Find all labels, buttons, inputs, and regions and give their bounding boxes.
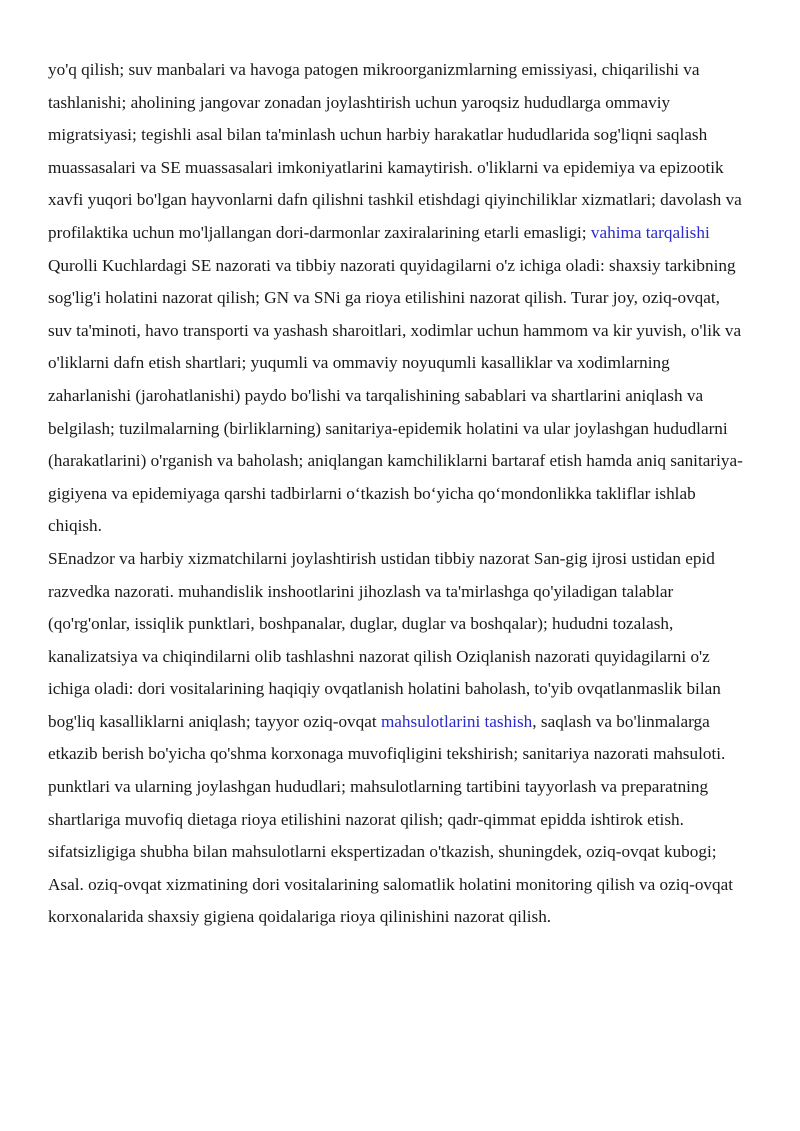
paragraph-3-text-end: , saqlash va bo'linmalarga etkazib berish bo'yicha qo'shma korxonaga muvofiqligini tekshirish; sanitariya nazorati mahsuloti. punktlari va ularning joylashgan hududlari; mahsulotlarning tartibini tayyorlash va preparatning shartlariga muvofiq dietaga rioya etilishini nazorat qilish; qadr-qimmat epidda ishtirok etish. sifatsizligiga shubha bilan mahsulotlarni ekspertizadan o'tkazish, shuningdek, oziq-ovqat kubogi; Asal. oziq-ovqat xizmatining dori vositalarining salomatlik holatini monitoring qilish va oziq-ovqat korxonalarida shaxsiy gigiena qoidalariga rioya qilinishini nazorat qilish. [48, 711, 733, 927]
paragraph-3 [48, 543, 748, 934]
document-body [48, 54, 748, 934]
paragraph-2-text: Qurolli Kuchlardagi SE nazorati va tibbiy nazorati quyidagilarni o'z ichiga oladi: shaxsiy tarkibning sog'lig'i holatini nazorat qilish; GN va SNi ga rioya etilishini nazorat qilish. Turar joy, oziq-ovqat, suv ta'minoti, havo transporti va yashash sharoitlari, xodimlar uchun hammom va kir yuvish, o'lik va o'liklarni dafn etish shartlari; yuqumli va ommaviy noyuqumli kasalliklar va xodimlarning zaharlanishi (jarohatlanishi) paydo bo'lishi va tarqalishining sabablari va shartlarini aniqlash va belgilash; tuzilmalarning (birliklarning) sanitariya-epidemik holatini va ular joylashgan hududlarni (harakatlarini) o'rganish va baholash; aniqlangan kamchiliklarni bartaraf etish hamda aniq sanitariya-gigiyena va epidemiyaga qarshi tadbirlarni oʻtkazish boʻyicha qoʻmondonlikka takliflar ishlab chiqish. [48, 255, 743, 536]
paragraph-2 [48, 250, 748, 543]
link-vahima-tarqalishi[interactable]: vahima tarqalishi [590, 222, 710, 242]
link-mahsulotlarini-tashish[interactable]: mahsulotlarini tashish [380, 711, 533, 731]
paragraph-3-text-start: SEnadzor va harbiy xizmatchilarni joylashtirish ustidan tibbiy nazorat San-gig ijrosi ustidan epid razvedka nazorati. muhandislik inshootlarini jihozlash va ta'mirlashga qo'yiladigan talablar (qo'rg'onlar, issiqlik punktlari, boshpanalar, duglar, duglar va boshqalar); hududni tozalash, kanalizatsiya va chiqindilarni olib tashlashni nazorat qilish Oziqlanish nazorati quyidagilarni o'z ichiga oladi: dori vositalarining haqiqiy ovqatlanish holatini baholash, to'yib ovqatlanmaslik bilan bog'liq kasalliklarni aniqlash; tayyor oziq-ovqat [48, 548, 721, 731]
paragraph-1 [48, 54, 748, 250]
paragraph-1-text: yo'q qilish; suv manbalari va havoga patogen mikroorganizmlarning emissiyasi, chiqarilishi va tashlanishi; aholining jangovar zonadan joylashtirish uchun yaroqsiz hududlarga ommaviy migratsiyasi; tegishli asal bilan ta'minlash uchun harbiy harakatlar hududlarida sog'liqni saqlash muassasalari va SE muassasalari imkoniyatlarini kamaytirish. o'liklarni va epidemiya va epizootik xavfi yuqori bo'lgan hayvonlarni dafn qilishni tashkil etishdagi qiyinchiliklar xizmatlari; davolash va profilaktika uchun mo'ljallangan dori-darmonlar zaxiralarining etarli emasligi; [48, 60, 742, 242]
